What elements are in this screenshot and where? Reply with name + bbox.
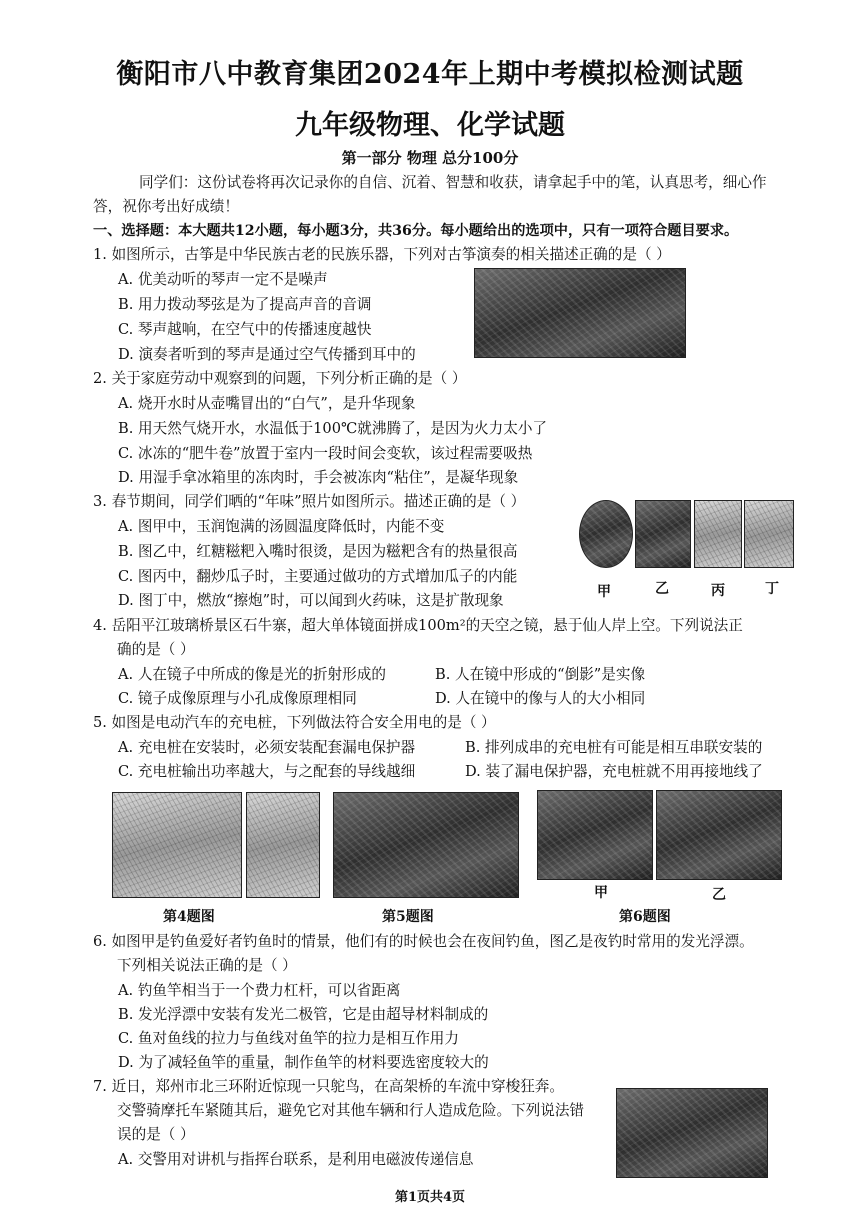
question-6-option-d: D. 为了减轻鱼竿的重量，制作鱼竿的材料要选密度较大的 <box>118 1054 489 1071</box>
section-one-heading: 一、选择题：本大题共12小题，每小题3分，共36分。每小题给出的选项中，只有一项符合题目要求。 <box>93 223 739 239</box>
question-4-stem-line-1: 4. 岳阳平江玻璃桥景区石牛寨，超大单体镜面拼成100m²的天空之镜，悬于仙人岸上空。下列说法正 <box>93 617 743 634</box>
luminous-float-photo <box>656 790 782 880</box>
question-4-option-d: D. 人在镜中的像与人的大小相同 <box>435 690 646 707</box>
tangyuan-photo <box>579 500 633 568</box>
question-6-option-a: A. 钓鱼竿相当于一个费力杠杆，可以省距离 <box>118 982 401 999</box>
question-5-option-b: B. 排列成串的充电桩有可能是相互串联安装的 <box>465 739 763 756</box>
exam-title: 衡阳市八中教育集团2024年上期中考模拟检测试题 <box>116 59 744 90</box>
question-2-option-c: C. 冰冻的“肥牛卷”放置于室内一段时间会变软，该过程需要吸热 <box>118 445 533 462</box>
question-3-option-a: A. 图甲中，玉润饱满的汤圆温度降低时，内能不变 <box>118 518 445 535</box>
question-5-stem: 5. 如图是电动汽车的充电桩，下列做法符合安全用电的是（ ） <box>93 714 496 731</box>
figure-caption-q6: 第6题图 <box>619 909 671 925</box>
question-2-option-b: B. 用天然气烧开水，水温低于100℃就沸腾了，是因为火力太小了 <box>118 420 548 437</box>
figure-caption-q5: 第5题图 <box>382 909 434 925</box>
charging-pile-photo <box>333 792 519 898</box>
figure-label-ding: 丁 <box>765 581 779 597</box>
guzheng-performance-photo <box>474 268 686 358</box>
question-7-stem-line-2: 交警骑摩托车紧随其后，避免它对其他车辆和行人造成危险。下列说法错 <box>117 1102 585 1119</box>
figure-label-yi: 乙 <box>655 581 669 597</box>
ostrich-traffic-photo <box>616 1088 768 1178</box>
question-6-stem-line-2: 下列相关说法正确的是（ ） <box>117 957 297 974</box>
question-6-option-c: C. 鱼对鱼线的拉力与鱼线对鱼竿的拉力是相互作用力 <box>118 1030 459 1047</box>
question-2-option-d: D. 用湿手拿冰箱里的冻肉时，手会被冻肉“粘住”，是凝华现象 <box>118 469 519 486</box>
question-1-option-b: B. 用力拨动琴弦是为了提高声音的音调 <box>118 296 372 313</box>
question-3-option-b: B. 图乙中，红糖糍粑入嘴时很烫，是因为糍粑含有的热量很高 <box>118 543 518 560</box>
page-number: 第1页共4页 <box>394 1190 466 1205</box>
section-part-heading: 第一部分 物理 总分100分 <box>341 149 519 167</box>
intro-line-2: 答，祝你考出好成绩！ <box>93 198 239 215</box>
figure-6-label-jia: 甲 <box>594 885 608 901</box>
question-4-option-a: A. 人在镜子中所成的像是光的折射形成的 <box>118 666 386 683</box>
question-1-option-c: C. 琴声越响，在空气中的传播速度越快 <box>118 321 372 338</box>
question-6-option-b: B. 发光浮漂中安装有发光二极管，它是由超导材料制成的 <box>118 1006 489 1023</box>
figure-label-jia: 甲 <box>597 584 611 600</box>
question-6-stem-line-1: 6. 如图甲是钓鱼爱好者钓鱼时的情景，他们有的时候也会在夜间钓鱼，图乙是夜钓时常用的发光浮漂。 <box>93 933 754 950</box>
question-1-option-d: D. 演奏者听到的琴声是通过空气传播到耳中的 <box>118 346 416 363</box>
intro-line-1: 同学们：这份试卷将再次记录你的自信、沉着、智慧和收获，请拿起手中的笔，认真思考，细心作 <box>139 174 767 191</box>
figure-label-bing: 丙 <box>711 583 725 599</box>
question-4-stem-line-2: 确的是（ ） <box>117 641 195 658</box>
ciba-photo <box>635 500 691 568</box>
question-1-option-a: A. 优美动听的琴声一定不是噪声 <box>118 271 328 288</box>
question-5-option-d: D. 装了漏电保护器，充电桩就不用再接地线了 <box>465 763 763 780</box>
sky-mirror-photo <box>246 792 320 898</box>
melon-seeds-photo <box>694 500 742 568</box>
question-5-option-a: A. 充电桩在安装时，必须安装配套漏电保护器 <box>118 739 416 756</box>
question-7-stem-line-1: 7. 近日，郑州市北三环附近惊现一只鸵鸟，在高架桥的车流中穿梭狂奔。 <box>93 1078 564 1095</box>
question-3-stem: 3. 春节期间，同学们晒的“年味”照片如图所示。描述正确的是（ ） <box>93 493 526 510</box>
glass-bridge-photo <box>112 792 242 898</box>
question-5-option-c: C. 充电桩输出功率越大，与之配套的导线越细 <box>118 763 416 780</box>
figure-caption-q4: 第4题图 <box>163 909 215 925</box>
question-7-option-a: A. 交警用对讲机与指挥台联系，是利用电磁波传递信息 <box>118 1151 474 1168</box>
question-3-option-d: D. 图丁中，燃放“擦炮”时，可以闻到火药味，这是扩散现象 <box>118 592 504 609</box>
night-fishing-photo <box>537 790 653 880</box>
firecracker-photo <box>744 500 794 568</box>
exam-subtitle: 九年级物理、化学试题 <box>295 110 565 141</box>
question-1-stem: 1. 如图所示，古筝是中华民族古老的民族乐器，下列对古筝演奏的相关描述正确的是（ ） <box>93 246 671 263</box>
question-4-option-c: C. 镜子成像原理与小孔成像原理相同 <box>118 690 357 707</box>
figure-6-label-yi: 乙 <box>712 887 726 903</box>
question-4-option-b: B. 人在镜中形成的“倒影”是实像 <box>435 666 646 683</box>
question-2-option-a: A. 烧开水时从壶嘴冒出的“白气”，是升华现象 <box>118 395 416 412</box>
question-7-stem-line-3: 误的是（ ） <box>117 1126 195 1143</box>
question-3-option-c: C. 图丙中，翻炒瓜子时，主要通过做功的方式增加瓜子的内能 <box>118 568 518 585</box>
question-2-stem: 2. 关于家庭劳动中观察到的问题，下列分析正确的是（ ） <box>93 370 467 387</box>
